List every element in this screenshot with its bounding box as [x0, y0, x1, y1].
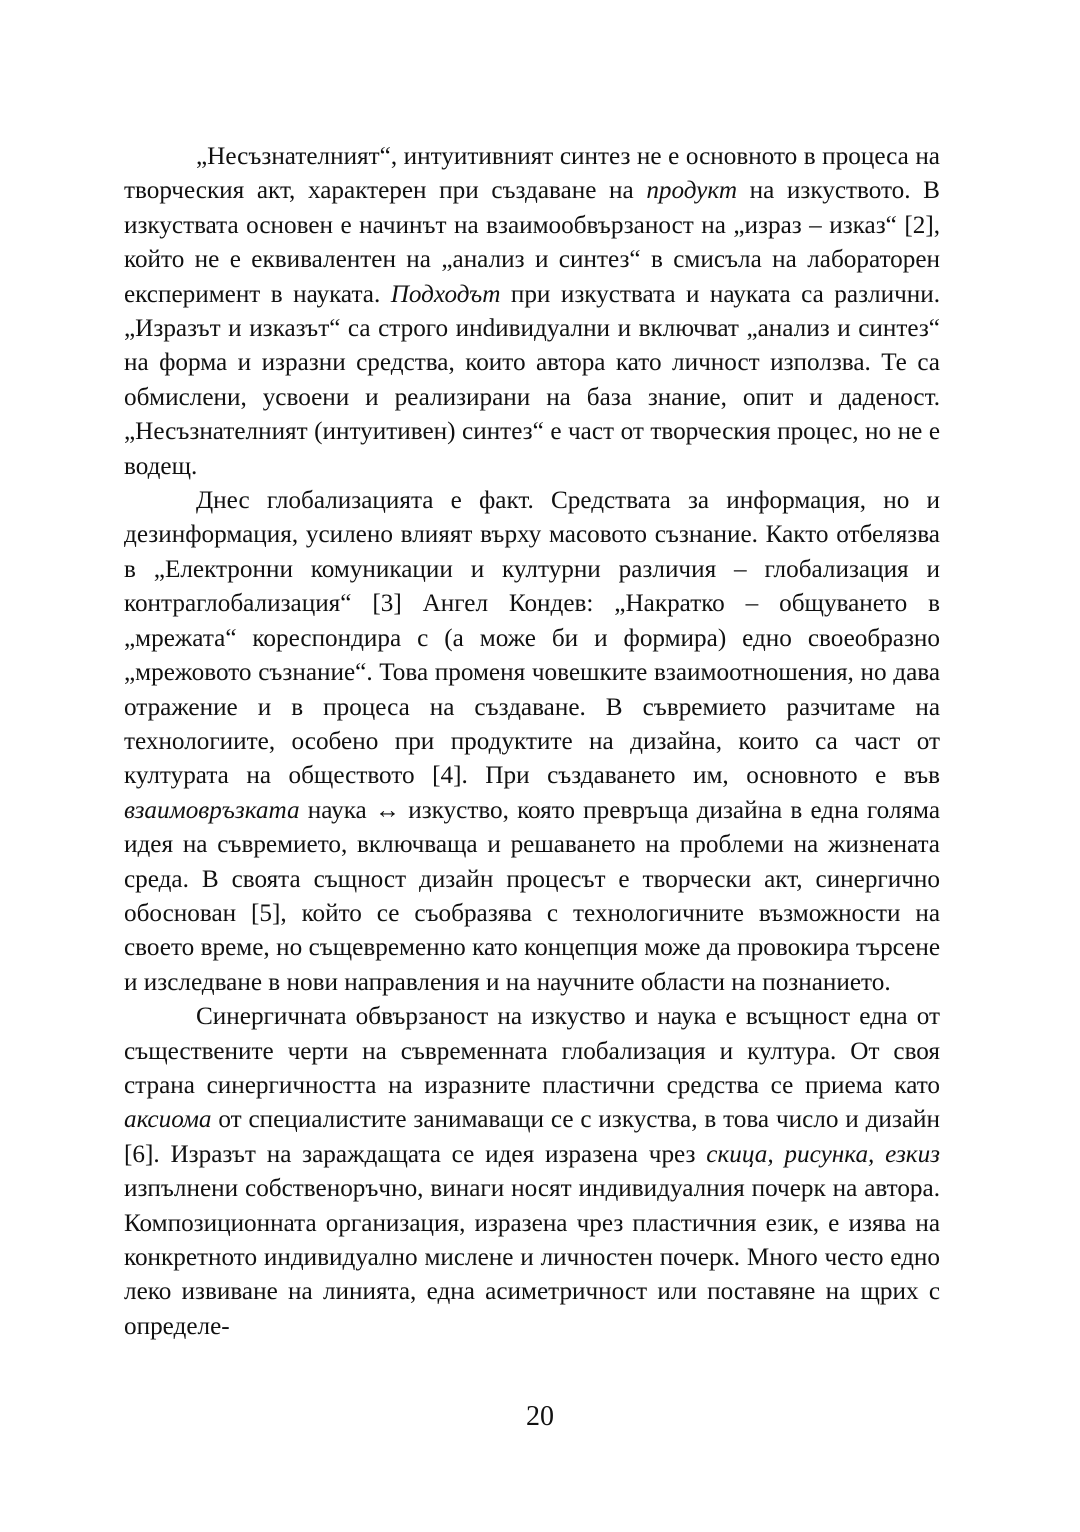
italic-term-podhodat: Подходът [390, 280, 501, 308]
paragraph-2-text: наука ↔ изкуство, която превръща дизайна в една голяма идея на съвремието, включваща и решаването на проблеми на жизнената среда. В своята същност дизайн процесът е творчески акт, синергично обоснован [5], който се съобразява с технологичните възможности на своето време, но същевременно като концепция може да провокира търсене и изследване в нови направления и на научните области на познанието. [124, 796, 940, 996]
paragraph-1-text: при изкуствата и науката са различни. „Изразът и изказът“ са строго инdивидуални и включват „анализ и синтез“ на форма и изразни средства, които автора като личност използва. Те са обмислени, усвоени и реализирани на база знание, опит и даденост. „Несъзнателният (интуитивен) синтез“ е част от творческия процес, но не е водещ. [124, 280, 940, 480]
paragraph-1 [124, 140, 940, 484]
document-page [124, 140, 940, 1344]
italic-term-vzaimovrazkata: взаимовръзката [124, 796, 300, 824]
italic-term-aksioma: аксиома [124, 1106, 212, 1134]
paragraph-2-text: Днес глобализацията е факт. Средствата за информация, но и дезинформация, усилено влияят върху масовото съзнание. Както отбелязва в „Електронни комуникации и културни различия – глобализация и контраглобализация“ [3] Ангел Кондев: „Накратко – общуването в „мрежата“ кореспондира с (а може би и формира) едно своеобразно „мрежовото съзнание“. Това променя човешките взаимоотношения, но дава отражение и в процеса на създаване. В съвремието разчитаме на технологиите, особено при продуктите на дизайна, които са част от културата на обществото [4]. При създаването им, основното е във [124, 487, 940, 790]
italic-term-produkt: продукт [646, 177, 738, 205]
paragraph-1-text: на изкуството. В изкуствата основен е начинът на взаимообвързаност на „израз – изказ“ [2], който не е еквивалентен на „анализ и синтез“ в смисъла на лабораторен експеримент в науката. [124, 177, 940, 308]
paragraph-2 [124, 484, 940, 1000]
italic-term-skica: скица, рисунка, езкиз [706, 1140, 941, 1168]
paragraph-3 [124, 1000, 940, 1344]
paragraph-3-text: изпълнени собственоръчно, винаги носят индивидуалния почерк на автора. Композиционната организация, изразена чрез пластичния език, е изява на конкретното индивидуално мислене и личностен почерк. Много често едно леко извиване на линията, една асиметричност или поставяне на щрих с определе- [124, 1175, 940, 1340]
page-number: 20 [526, 1401, 554, 1432]
paragraph-1-text: „Несъзнателният“, интуитивният синтез не е основното в процеса на творческия акт, характерен при създаване на [124, 143, 940, 205]
paragraph-3-text: Синергичната обвързаност на изкуство и наука е всъщност една от съществените черти на съвременната глобализация и култура. От своя страна синергичността на изразните пластични средства се приема като [124, 1003, 940, 1099]
paragraph-3-text: от специалистите занимаващи се с изкуства, в това число и дизайн [6]. Изразът на зараждащата се идея изразена чрез [124, 1106, 940, 1168]
